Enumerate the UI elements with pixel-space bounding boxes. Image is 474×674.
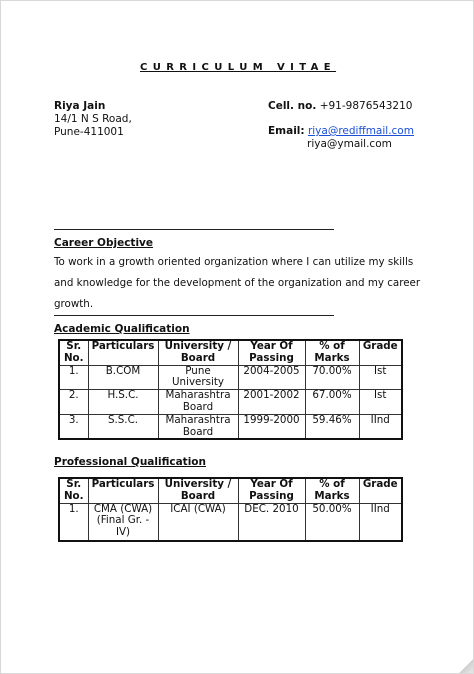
page-curl-corner (459, 659, 473, 673)
header-percent-marks: % of Marks (305, 340, 359, 365)
cell-particulars: H.S.C. (88, 390, 158, 415)
email-row (268, 125, 414, 138)
academic-table (58, 339, 403, 440)
cell-year: 2001-2002 (238, 390, 305, 415)
professional-heading: Professional Qualification (54, 456, 206, 468)
address-line-1: 14/1 N S Road, (54, 113, 132, 125)
header-grade: Grade (359, 478, 402, 503)
cell-particulars: S.S.C. (88, 414, 158, 439)
cell-university-board: Pune University (158, 365, 238, 390)
divider-top (54, 229, 334, 230)
cell-particulars: CMA (CWA) (Final Gr. - IV) (88, 503, 158, 541)
cell-grade: Ist (359, 365, 402, 390)
header-university-board: University / Board (158, 478, 238, 503)
cell-grade: IInd (359, 503, 402, 541)
cell-university-board: Maharashtra Board (158, 414, 238, 439)
cell-grade: Ist (359, 390, 402, 415)
email-primary-link[interactable]: riya@rediffmail.com (307, 125, 414, 137)
cell-sr-no: 3. (59, 414, 88, 439)
cell-sr-no: 1. (59, 503, 88, 541)
header-particulars: Particulars (88, 340, 158, 365)
email-label: Email: (268, 125, 305, 137)
header-year-of-passing: Year Of Passing (238, 478, 305, 503)
header-sr-no: Sr. No. (59, 478, 88, 503)
cell-year: 1999-2000 (238, 414, 305, 439)
cell-label: Cell. no. (268, 100, 317, 112)
email-secondary: riya@ymail.com (307, 138, 392, 150)
header-grade: Grade (359, 340, 402, 365)
cell-marks: 59.46% (305, 414, 359, 439)
document-title: CURRICULUM VITAE (139, 62, 337, 73)
academic-header-row (59, 340, 402, 365)
header-year-of-passing: Year Of Passing (238, 340, 305, 365)
cell-year: DEC. 2010 (238, 503, 305, 541)
cell-number-row (268, 100, 412, 113)
academic-heading: Academic Qualification (54, 323, 190, 335)
table-row (59, 503, 402, 541)
cell-marks: 70.00% (305, 365, 359, 390)
cell-sr-no: 1. (59, 365, 88, 390)
table-row (59, 365, 402, 390)
cell-grade: IInd (359, 414, 402, 439)
professional-header-row (59, 478, 402, 503)
cell-year: 2004-2005 (238, 365, 305, 390)
cell-university-board: ICAI (CWA) (158, 503, 238, 541)
cell-value: +91-9876543210 (319, 100, 413, 112)
cell-particulars: B.COM (88, 365, 158, 390)
career-objective-heading: Career Objective (54, 237, 154, 249)
cell-marks: 50.00% (305, 503, 359, 541)
header-percent-marks: % of Marks (305, 478, 359, 503)
professional-table (58, 477, 403, 542)
cell-marks: 67.00% (305, 390, 359, 415)
cell-sr-no: 2. (59, 390, 88, 415)
header-university-board: University / Board (158, 340, 238, 365)
table-row (59, 414, 402, 439)
address-line-2: Pune-411001 (54, 126, 124, 138)
divider-middle (54, 315, 334, 316)
header-particulars: Particulars (88, 478, 158, 503)
table-row (59, 390, 402, 415)
candidate-name: Riya Jain (54, 100, 106, 112)
header-sr-no: Sr. No. (59, 340, 88, 365)
career-objective-text: To work in a growth oriented organization where I can utilize my skills and knowledge for the development of the organization and my career growth. (54, 256, 421, 310)
cell-university-board: Maharashtra Board (158, 390, 238, 415)
